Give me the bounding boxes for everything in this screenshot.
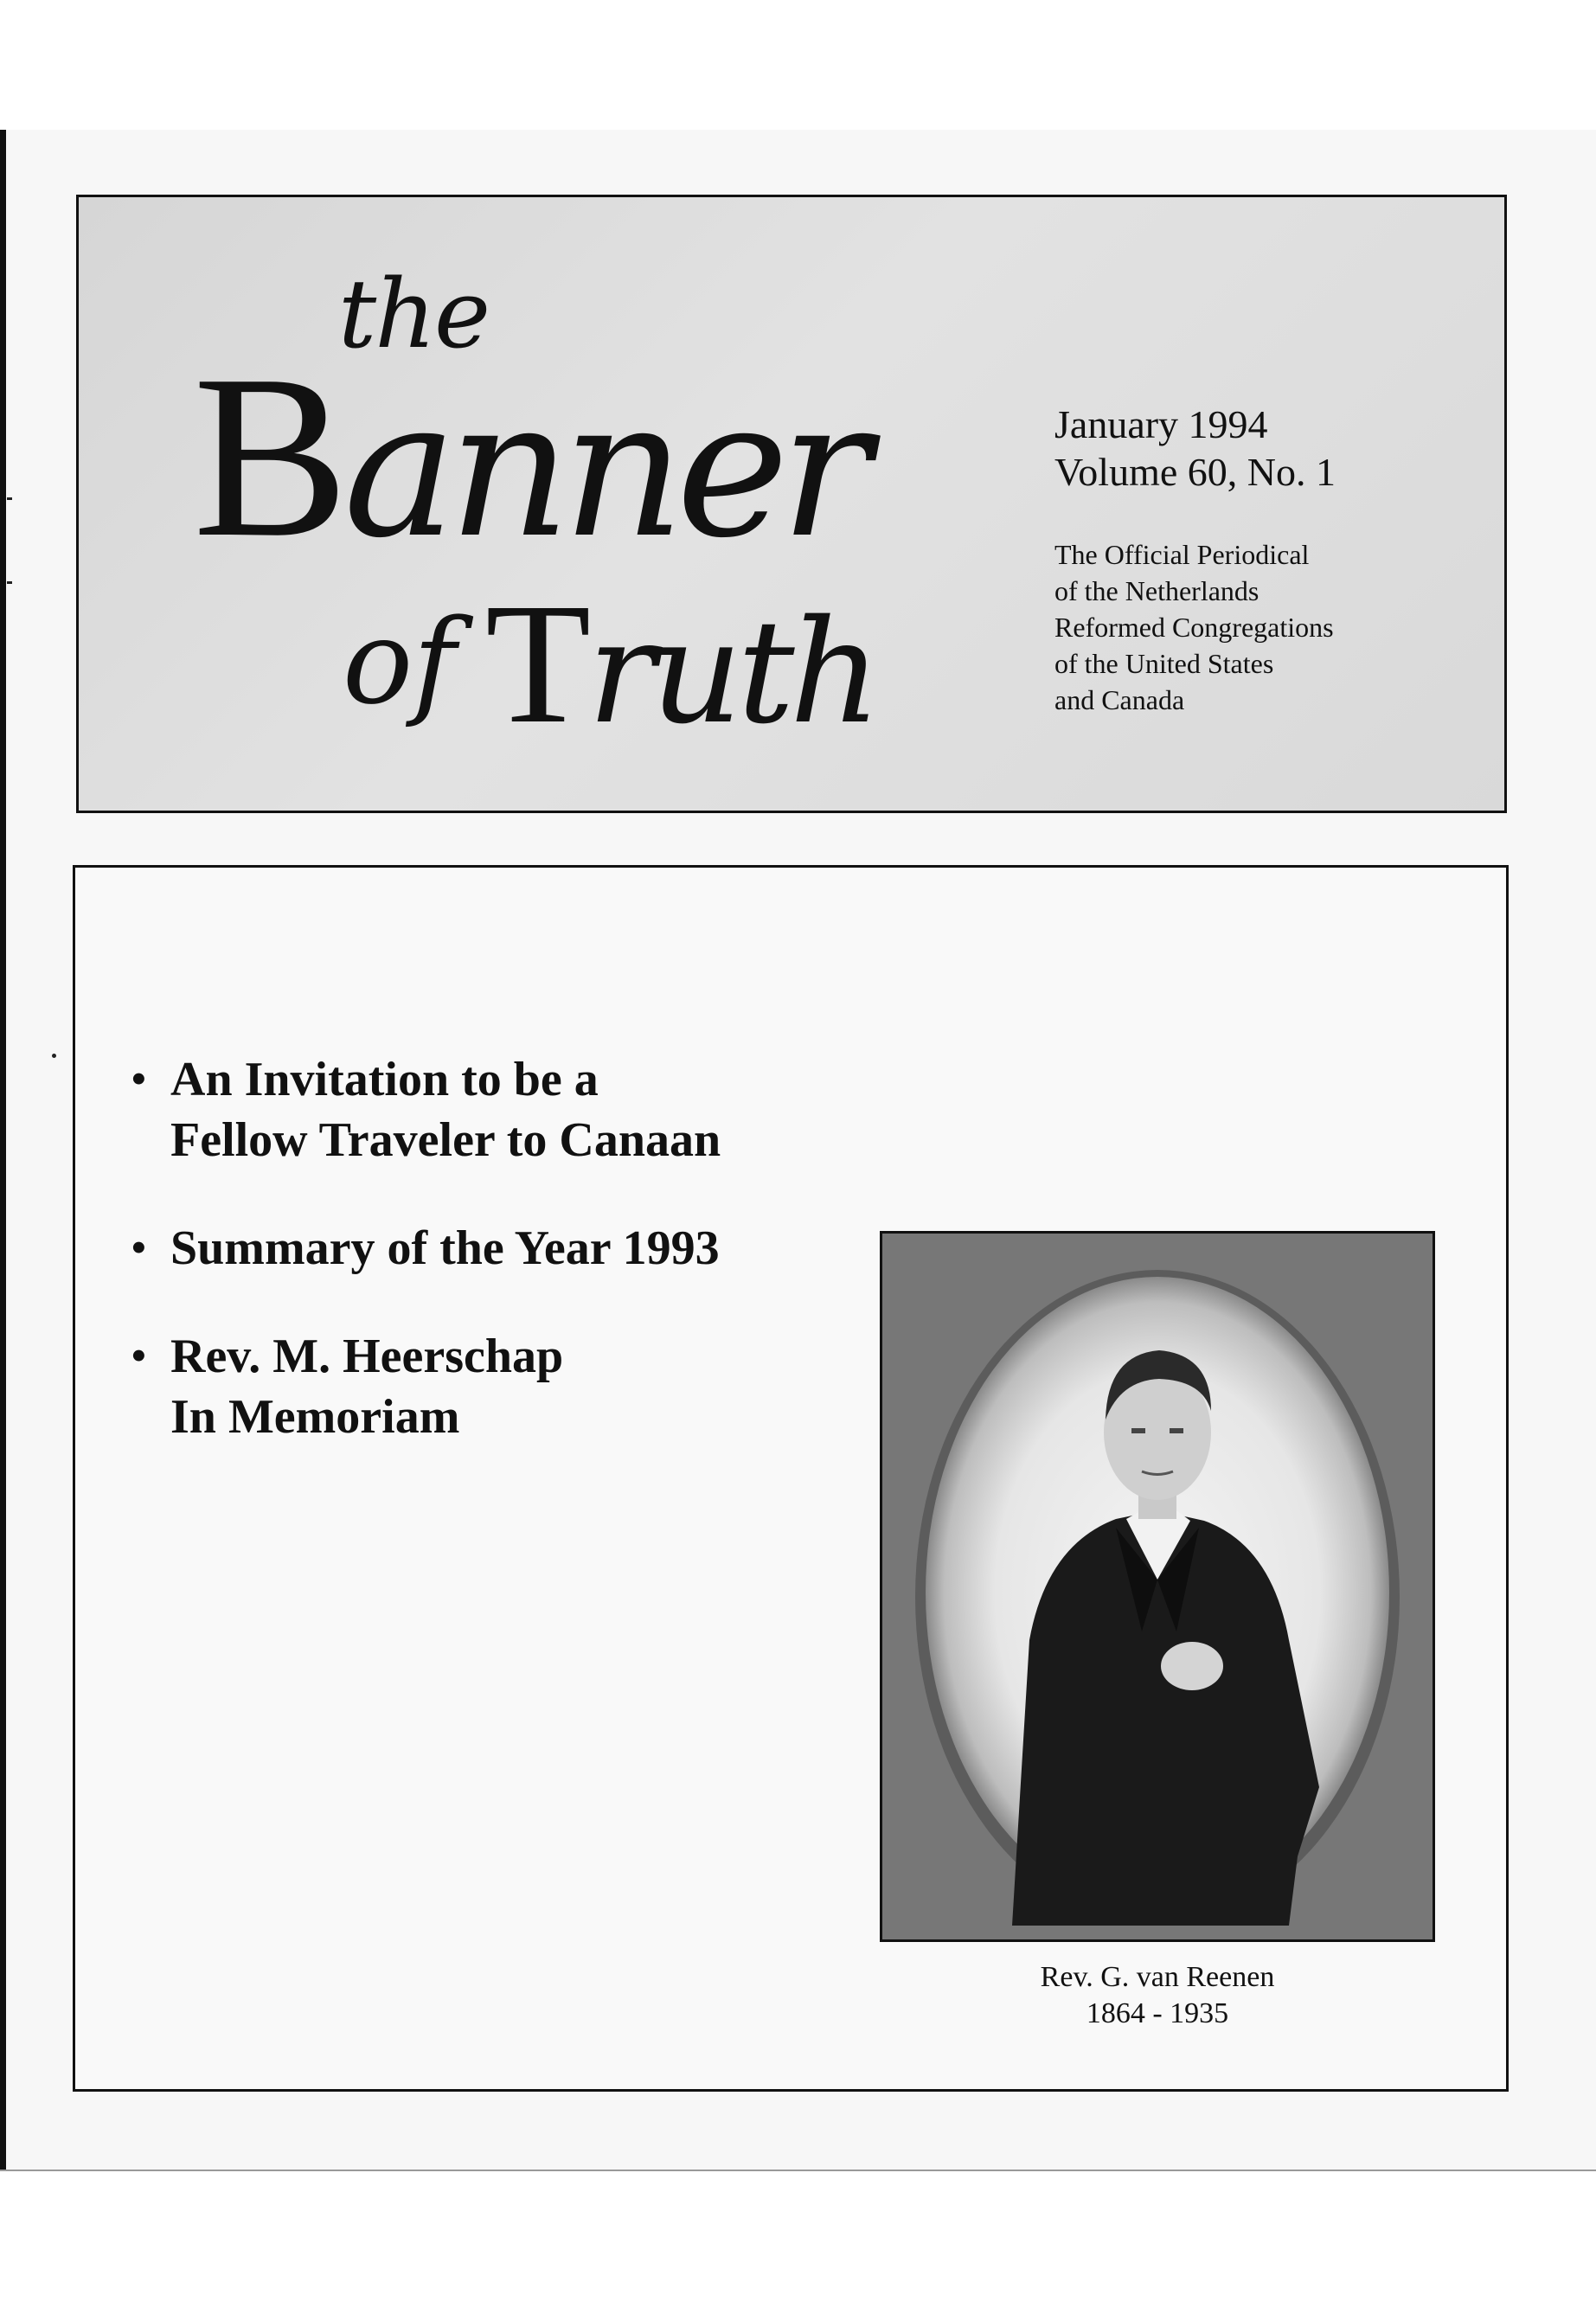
portrait-photo — [880, 1231, 1435, 1942]
headline-line: Rev. M. Heerschap — [170, 1330, 564, 1383]
publisher-line: and Canada — [1054, 684, 1185, 715]
scan-mark — [7, 497, 12, 500]
caption-years: 1864 - 1935 — [1086, 1997, 1229, 2029]
issue-date: January 1994 — [1054, 402, 1268, 446]
headline-list — [131, 1049, 858, 1495]
scan-bottom-edge — [0, 2170, 1596, 2171]
logo-the: the — [338, 259, 490, 369]
headline-line: Summary of the Year 1993 — [170, 1221, 720, 1275]
scan-mark — [7, 581, 12, 584]
logo-banner-initial: B — [193, 327, 344, 586]
issue-volume: Volume 60, No. 1 — [1054, 450, 1336, 494]
headline-line: In Memoriam — [170, 1390, 460, 1444]
scan-left-edge — [0, 130, 6, 2171]
portrait-caption — [880, 1959, 1435, 2032]
headline-line: An Invitation to be a — [170, 1053, 599, 1106]
bullet: • — [131, 1333, 146, 1379]
publisher-line: The Official Periodical — [1054, 539, 1310, 570]
headline-item — [131, 1049, 858, 1170]
publisher-line: of the United States — [1054, 648, 1274, 679]
logo-banner — [193, 327, 862, 586]
headline-item — [131, 1218, 858, 1279]
bullet: • — [131, 1225, 146, 1271]
scan-mark — [52, 1054, 56, 1058]
publisher-line: of the Netherlands — [1054, 575, 1259, 606]
logo-banner-rest: anner — [343, 358, 862, 580]
portrait-illustration — [882, 1234, 1433, 1939]
logo-truth-initial: T — [485, 568, 588, 760]
masthead — [76, 195, 1507, 813]
publisher-description — [1054, 536, 1418, 718]
logo-truth-rest: ruth — [587, 589, 876, 755]
caption-name: Rev. G. van Reenen — [1040, 1961, 1275, 1993]
logo-of: of — [343, 594, 457, 730]
headline-item — [131, 1326, 858, 1447]
logo-truth — [485, 568, 876, 760]
headline-line: Fellow Traveler to Canaan — [170, 1113, 721, 1167]
bullet: • — [131, 1056, 146, 1102]
cover-content — [73, 865, 1509, 2092]
publisher-line: Reformed Congregations — [1054, 612, 1334, 643]
